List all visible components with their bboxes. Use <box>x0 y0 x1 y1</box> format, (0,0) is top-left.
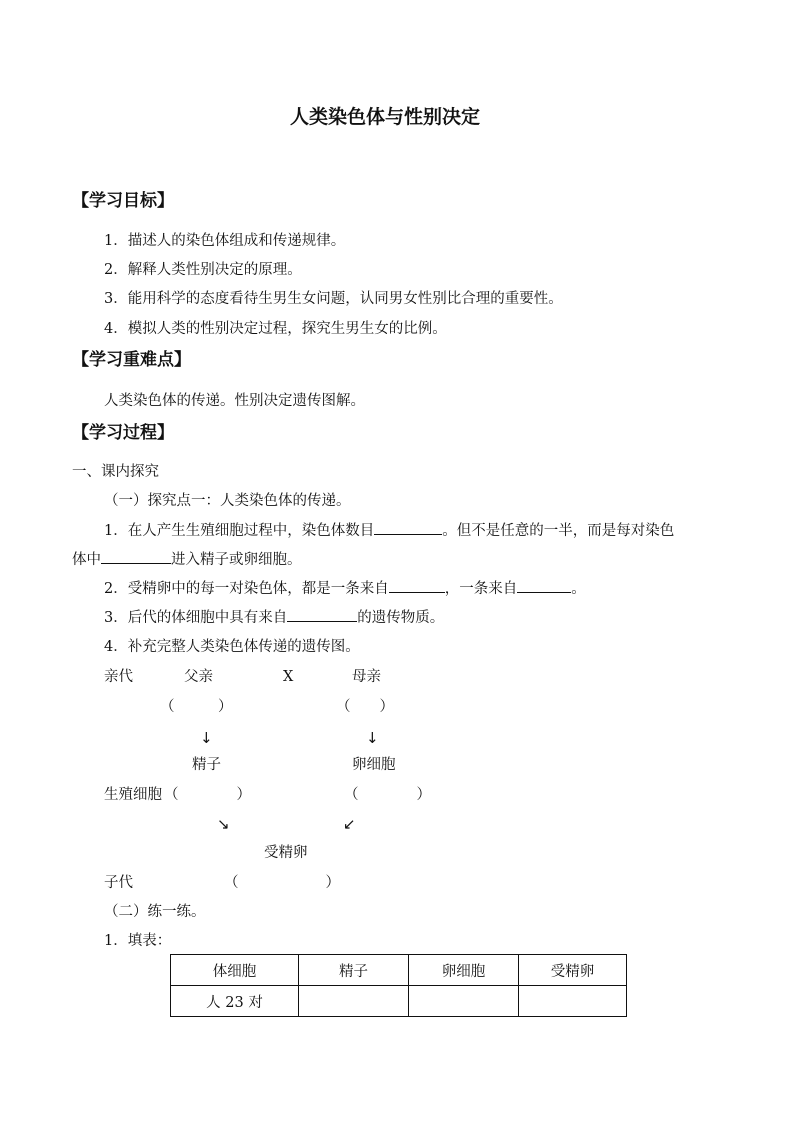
table-header-cell: 体细胞 <box>171 955 299 986</box>
zygote-label: 受精卵 <box>264 845 308 861</box>
keypoints-heading: 【学习重难点】 <box>72 350 191 370</box>
answer-blank[interactable] <box>389 592 445 593</box>
part1-title: 一、课内探究 <box>72 464 159 480</box>
arrow-down-left-icon: ↙ <box>343 815 356 833</box>
objective-item: 1．描述人的染色体组成和传递规律。 <box>104 233 346 249</box>
answer-blank[interactable] <box>374 534 442 535</box>
question-4: 4．补充完整人类染色体传递的遗传图。 <box>104 639 360 655</box>
keypoints-text: 人类染色体的传递。性别决定遗传图解。 <box>104 393 365 409</box>
question-text: 体中 <box>72 552 101 568</box>
parent-label: 亲代 <box>104 669 133 685</box>
answer-blank[interactable] <box>101 563 171 564</box>
table-header-cell: 精子 <box>299 955 409 986</box>
question-text: ，一条来自 <box>444 581 518 597</box>
process-heading: 【学习过程】 <box>72 423 174 443</box>
question-text: 。但不是任意的一半，而是每对染色 <box>442 523 675 539</box>
answer-blank[interactable] <box>517 592 571 593</box>
question-text: 3．后代的体细胞中具有来自 <box>104 610 288 626</box>
cross-symbol: X <box>283 669 294 685</box>
germ-cell-label: 生殖细胞 <box>104 787 162 803</box>
explore1-title: （一）探究点一：人类染色体的传递。 <box>104 493 351 509</box>
mother-chromosome-blank[interactable]: （ ） <box>336 699 394 715</box>
objective-item: 2．解释人类性别决定的原理。 <box>104 262 302 278</box>
table-cell-blank[interactable] <box>299 986 409 1017</box>
page-title: 人类染色体与性别决定 <box>290 106 481 128</box>
table-row <box>171 986 627 1017</box>
answer-blank[interactable] <box>287 621 357 622</box>
objective-item: 4．模拟人类的性别决定过程，探究生男生女的比例。 <box>104 321 447 337</box>
practice-title: （二）练一练。 <box>104 904 206 920</box>
question-text: 进入精子或卵细胞。 <box>171 552 302 568</box>
question-3 <box>104 611 444 626</box>
down-arrow-icon: ↓ <box>200 729 213 747</box>
egg-label: 卵细胞 <box>352 757 396 773</box>
question-text: 。 <box>571 581 586 597</box>
down-arrow-icon: ↓ <box>366 729 379 747</box>
question-1-line1 <box>104 524 674 539</box>
question-2 <box>104 582 586 597</box>
question-text: 的遗传物质。 <box>357 610 445 626</box>
arrow-down-right-icon: ↘ <box>217 815 230 833</box>
chromosome-table <box>170 954 627 1017</box>
question-1-line2 <box>72 553 302 568</box>
table-header-cell: 卵细胞 <box>409 955 519 986</box>
offspring-chromosome-blank[interactable]: （ ） <box>224 875 340 891</box>
table-cell: 人 23 对 <box>171 986 299 1017</box>
father-label: 父亲 <box>184 669 213 685</box>
father-chromosome-blank[interactable]: （ ） <box>160 699 233 715</box>
question-text: 2．受精卵中的每一对染色体，都是一条来自 <box>104 581 389 597</box>
practice-question-1: 1．填表： <box>104 933 172 949</box>
sperm-chromosome-blank[interactable]: （ ） <box>164 787 251 803</box>
sperm-label: 精子 <box>192 757 221 773</box>
question-text: 1．在人产生生殖细胞过程中，染色体数目 <box>104 523 375 539</box>
table-header-cell: 受精卵 <box>519 955 627 986</box>
table-cell-blank[interactable] <box>409 986 519 1017</box>
objective-item: 3．能用科学的态度看待生男生女问题，认同男女性别比合理的重要性。 <box>104 291 563 307</box>
table-header-row <box>171 955 627 986</box>
offspring-label: 子代 <box>104 875 133 891</box>
table-cell-blank[interactable] <box>519 986 627 1017</box>
egg-chromosome-blank[interactable]: （ ） <box>344 787 431 803</box>
mother-label: 母亲 <box>352 669 381 685</box>
objectives-heading: 【学习目标】 <box>72 191 174 211</box>
